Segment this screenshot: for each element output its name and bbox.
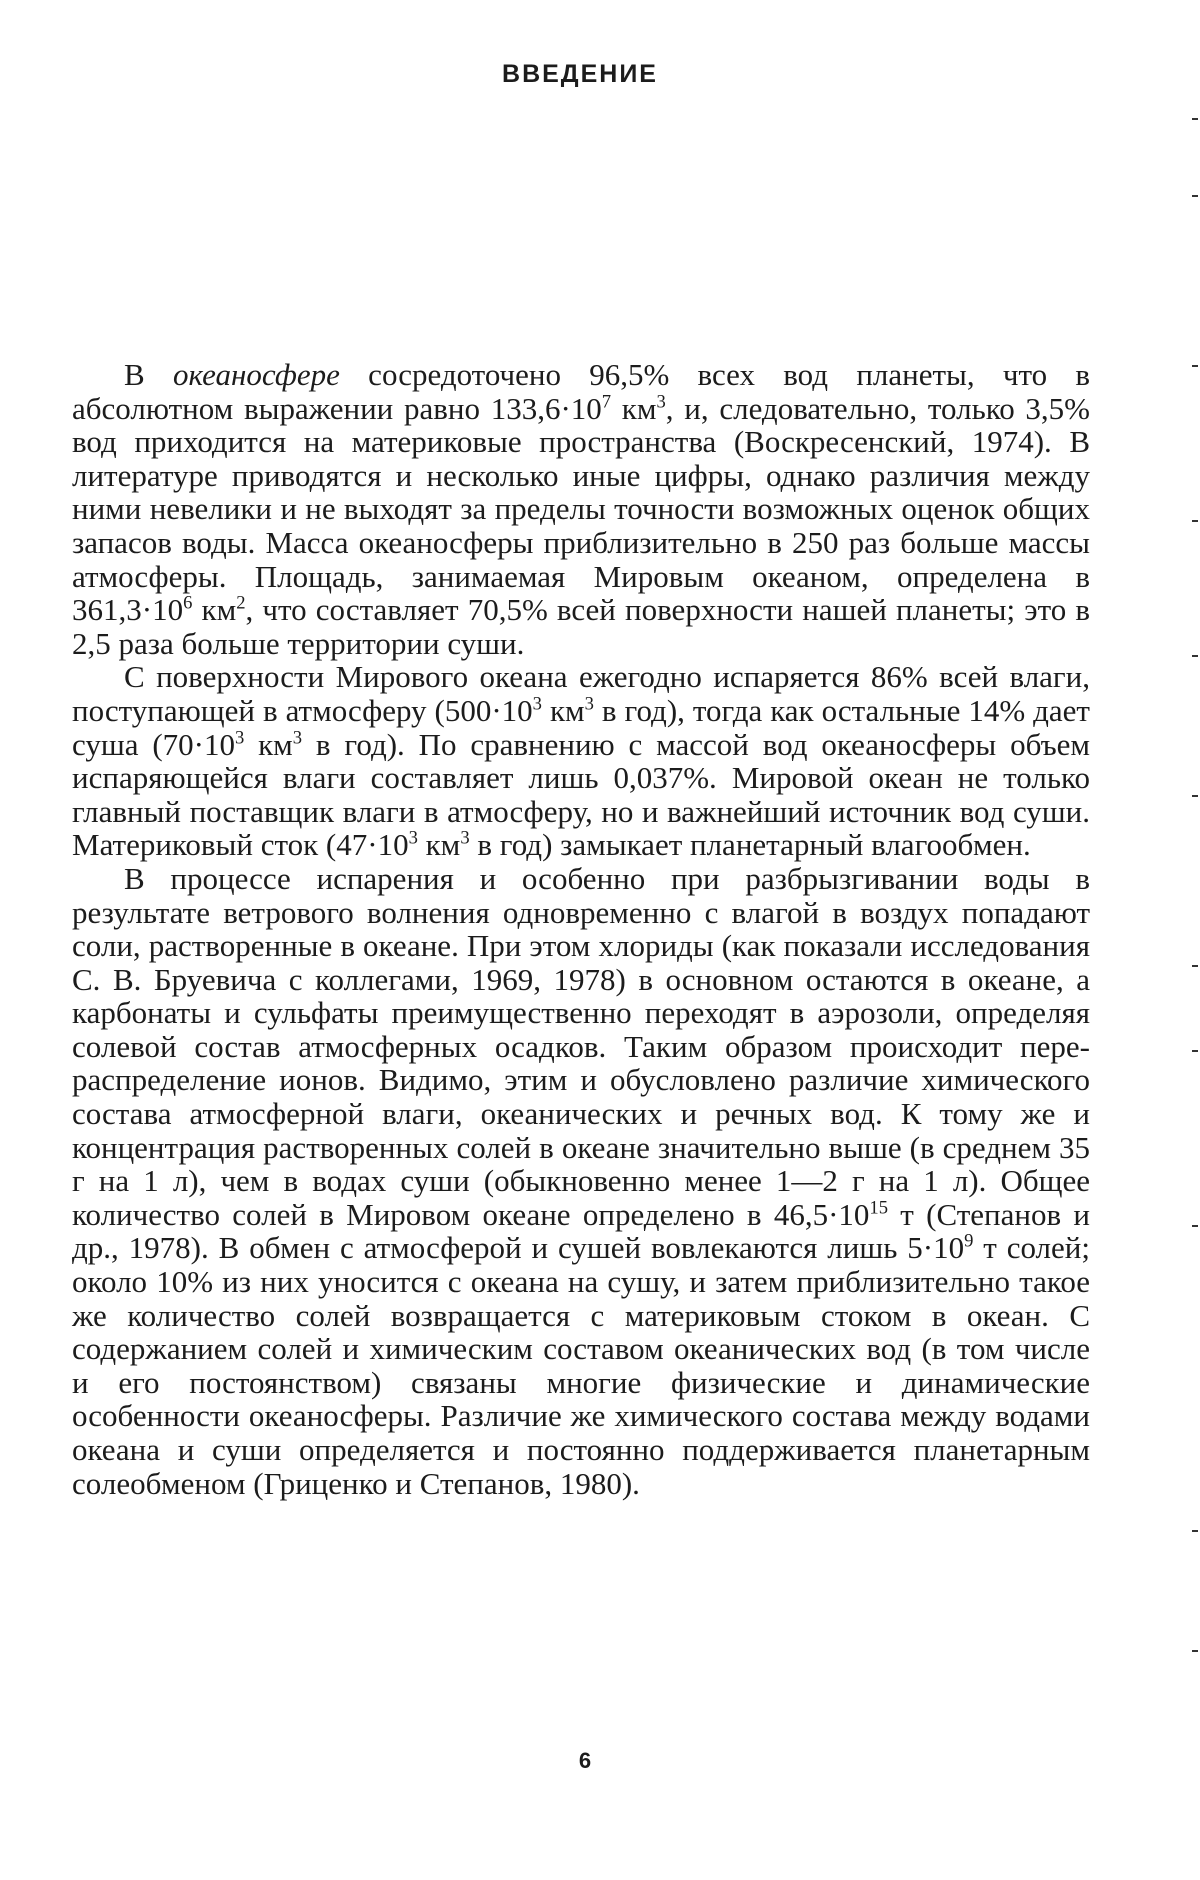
superscript-exponent: 6 <box>183 592 193 614</box>
superscript-exponent: 3 <box>532 693 542 715</box>
superscript-exponent: 3 <box>292 727 303 749</box>
text-run: , и, следовательно, только 3,5% вод приходится на материковые пространства (Воскресенский, 1974). В литературе приводятся и несколько иные цифры, однако различия между ними невелики и не выходят за пределы точности возможных оценок общих запасов воды. Масса океаносферы приблизительно в 250 раз больше массы атмосферы. Площадь, занимаемая Мировым океаном, определена в 361,3·10 <box>72 390 1090 628</box>
superscript-exponent: 3 <box>584 693 594 715</box>
italic-term: океаносфере <box>172 357 340 392</box>
text-run: км <box>611 390 657 426</box>
superscript-exponent: 15 <box>869 1197 889 1219</box>
text-run: В процессе испарения и особенно при разбрызгивании воды в результате ветрового волнения одновременно с влагой в воздух попадают соли, растворенные в океане. При этом хлориды (как показали исследования С. В. Бруевича с коллегами, 1969, 1978) в основном остаются в океане, а карбонаты и сульфаты преимущественно переходят в аэрозоли, определяя солевой состав атмосферных осадков. Таким образом происходит перераспределение ионов. Видимо, этим и обусловлено различие химического состава атмосферной влаги, океанических и речных вод. К тому же и концентрация растворенных солей в океане значительно выше (в среднем 35 г на 1 л), чем в водах суши (обыкновенно менее 1—2 г на 1 л). Общее количество солей в Мировом океане определено в 46,5·10 <box>72 860 1090 1232</box>
text-run: км <box>244 726 293 762</box>
text-run: В <box>124 357 173 392</box>
text-run: сосредоточено 96,5% всех вод планеты, что в абсолютном выражении равно 133,6·10 <box>72 357 1090 426</box>
superscript-exponent: 3 <box>656 391 666 413</box>
superscript-exponent: 3 <box>234 727 245 749</box>
text-run: км <box>417 827 461 863</box>
text-run: км <box>541 692 585 728</box>
paragraph-3 <box>72 862 1090 1500</box>
chapter-heading: ВВЕДЕНИЕ <box>502 60 658 88</box>
text-run: т (Степанов и др., 1978). В обмен с атмосферой и сушей вовлекаются лишь 5·10 <box>72 1196 1090 1266</box>
text-run: , что составляет 70,5% всей поверхности нашей планеты; это в 2,5 раза больше территории суши. <box>72 592 1090 661</box>
text-run: км <box>192 592 237 628</box>
text-run: в год) замыкает планетарный влагообмен. <box>469 827 1031 863</box>
superscript-exponent: 9 <box>964 1231 974 1253</box>
text-run: в год), тогда как остальные 14% дает суша (70·10 <box>72 692 1090 762</box>
superscript-exponent: 7 <box>601 391 612 413</box>
page-number: 6 <box>578 1748 592 1773</box>
text-run: в год). По сравнению с массой вод океаносферы объем испаряющейся влаги составляет лишь 0,037%. Мировой океан не только главный поставщик влаги в атмосферу, но и важнейший источник вод суши. Материковый сток (47·10 <box>72 726 1090 863</box>
text-run: т солей; около 10% из них уносится с океана на сушу, и затем приблизительно такое же количество солей возвращается с материковым стоком в океан. С содержанием солей и химическим составом океанических вод (в том числе и его постоянством) связаны многие физические и динамические особенности океаносферы. Различие же химического состава между водами океана и суши определяется и постоянно поддерживается планетарным солеобменом (Гриценко и Степанов, 1980). <box>72 1230 1090 1501</box>
superscript-exponent: 2 <box>236 592 246 614</box>
paragraph-1 <box>72 358 1090 660</box>
text-run: С поверхности Мирового океана ежегодно испаряется 86% всей влаги, поступающей в атмосферу (500·10 <box>72 659 1090 728</box>
superscript-exponent: 3 <box>408 827 418 849</box>
body-text <box>72 358 1090 1500</box>
superscript-exponent: 3 <box>460 827 470 849</box>
paragraph-2 <box>72 660 1090 862</box>
